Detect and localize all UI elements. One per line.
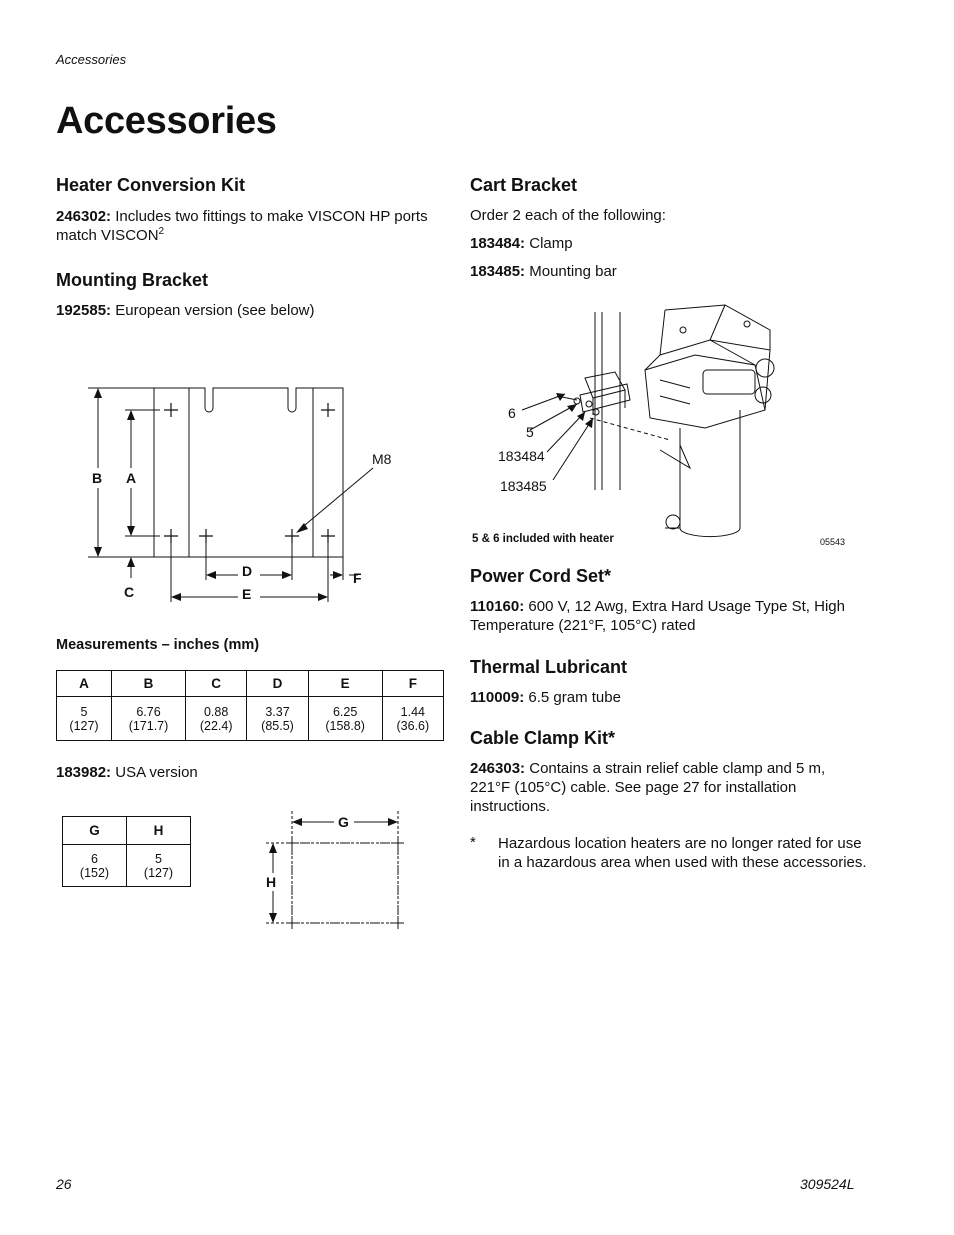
figure-caption: 5 & 6 included with heater [472,533,614,545]
meas-value-d: 3.37 (85.5) [247,697,308,741]
dim-label-d: D [242,563,253,579]
page-title: Accessories [56,100,277,142]
dim-label-c: C [124,584,135,600]
usa-version-desc-text: USA version [111,764,198,781]
meas-header-a: A [57,671,112,697]
mounting-bracket-part-number: 192585: [56,302,112,319]
cart-bracket-illustration [465,300,855,555]
usa-version-description [56,763,198,782]
cable-clamp-description [470,759,850,816]
meas-header-b: B [112,671,186,697]
cable-clamp-part-number: 246303: [470,760,526,777]
mounting-bracket-heading: Mounting Bracket [56,270,209,290]
dim-label-f: F [353,570,362,586]
meas-value-b: 6.76 (171.7) [112,697,186,741]
thermal-lubricant-description [470,688,621,707]
dim-label-b: B [92,470,103,486]
dim-label-g: G [338,814,349,830]
mounting-bracket-desc-text: European version (see below) [111,302,315,319]
measurements-table [56,670,444,741]
document-number: 309524L [800,1176,855,1192]
heater-kit-part-number: 246302: [56,208,112,225]
footnote-asterisk: * [470,834,476,851]
usa-header-h: H [127,817,191,845]
usa-header-g: G [63,817,127,845]
usa-value-h: 5 (127) [127,845,191,887]
thermal-lubricant-desc-text: 6.5 gram tube [524,689,621,706]
clamp-part-number: 183484: [470,235,526,252]
power-cord-heading: Power Cord Set* [470,566,612,586]
cable-clamp-desc-text: Contains a strain relief cable clamp and 5 m, 221°F (105°C) cable. See page 27 for installation instructions. [470,760,826,815]
power-cord-description [470,597,865,635]
meas-value-f: 1.44 (36.6) [382,697,443,741]
dim-label-h: H [266,874,277,890]
usa-bolt-pattern-diagram [260,805,410,935]
power-cord-desc-text: 600 V, 12 Awg, Extra Hard Usage Type St, High Temperature (221°F, 105°C) rated [470,598,845,634]
callout-6: 6 [508,405,516,421]
mounting-bracket-diagram [80,380,400,610]
callout-183484: 183484 [498,448,545,464]
usa-header-row [63,817,191,845]
callout-183485: 183485 [500,478,547,494]
usa-value-row [63,845,191,887]
power-cord-part-number: 110160: [470,598,525,615]
cart-bracket-item-bar [470,262,617,281]
measurements-value-row [57,697,444,741]
bar-part-number: 183485: [470,263,526,280]
cart-bracket-intro: Order 2 each of the following: [470,207,666,224]
thermal-lubricant-part-number: 110009: [470,689,525,706]
running-header: Accessories [56,52,127,67]
cart-bracket-item-clamp [470,234,573,253]
cart-bracket-heading: Cart Bracket [470,175,578,195]
meas-header-d: D [247,671,308,697]
mounting-bracket-description [56,301,315,320]
heater-kit-desc-text: Includes two fittings to make VISCON HP ports match VISCON [56,208,428,244]
dim-label-e: E [242,586,252,602]
page-number: 26 [56,1176,72,1192]
bar-desc-text: Mounting bar [525,263,617,280]
figure-number: 05543 [820,537,846,547]
cable-clamp-heading: Cable Clamp Kit* [470,728,616,748]
dim-label-m8: M8 [372,451,392,467]
usa-measurements-table [62,816,191,887]
heater-kit-description [56,207,446,245]
heater-kit-heading: Heater Conversion Kit [56,175,246,195]
usa-value-g: 6 (152) [63,845,127,887]
measurements-header-row [57,671,444,697]
usa-version-part-number: 183982: [56,764,112,781]
meas-value-e: 6.25 (158.8) [308,697,382,741]
meas-header-c: C [186,671,247,697]
thermal-lubricant-heading: Thermal Lubricant [470,657,628,677]
clamp-desc-text: Clamp [525,235,573,252]
heater-kit-superscript: 2 [158,226,165,237]
footnote-text: Hazardous location heaters are no longer rated for use in a hazardous area when used with these accessories. [498,835,867,871]
meas-header-e: E [308,671,382,697]
meas-header-f: F [382,671,443,697]
meas-value-a: 5 (127) [57,697,112,741]
measurements-caption: Measurements – inches (mm) [56,637,260,653]
meas-value-c: 0.88 (22.4) [186,697,247,741]
dim-label-a: A [126,470,137,486]
callout-5: 5 [526,424,534,440]
